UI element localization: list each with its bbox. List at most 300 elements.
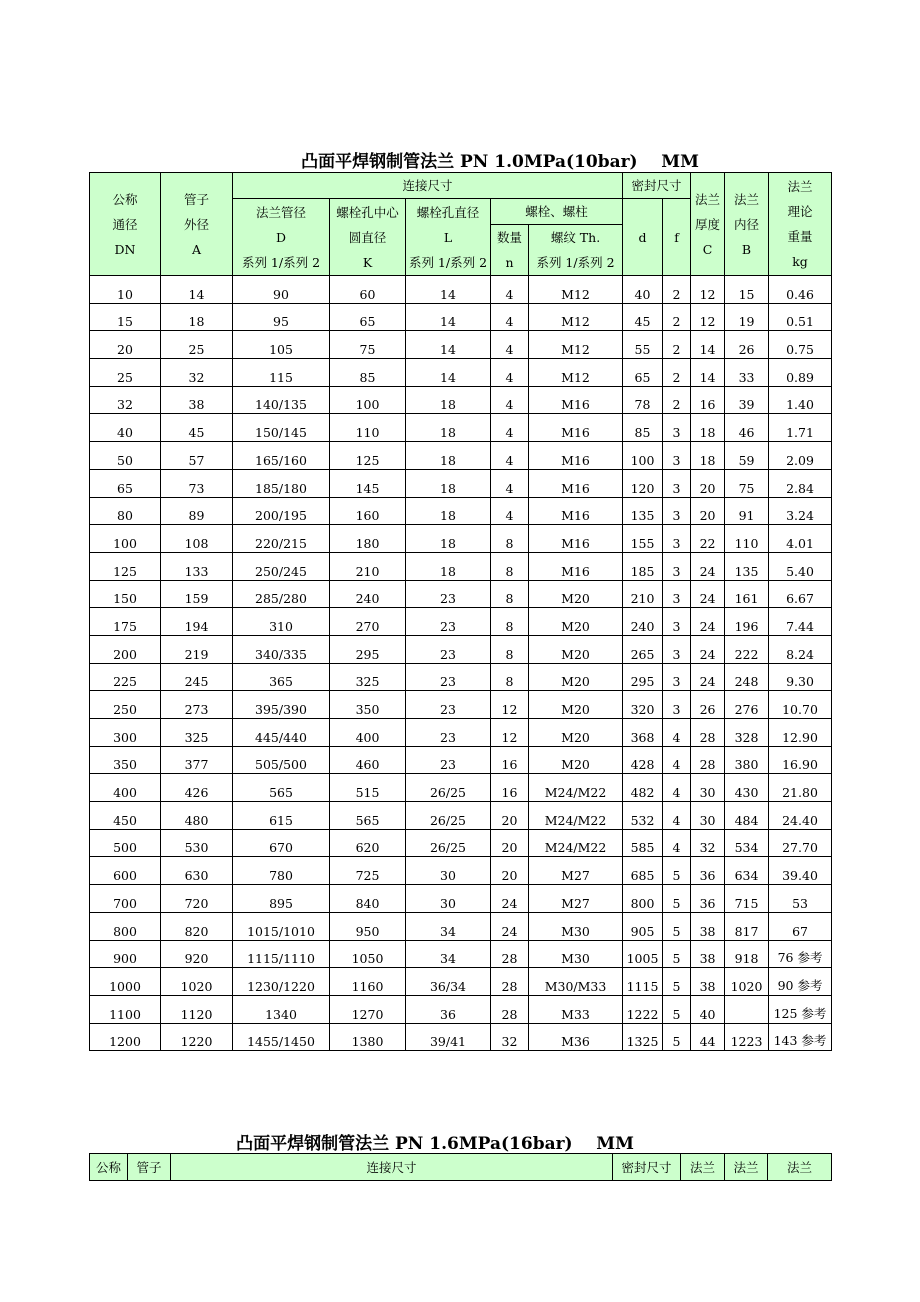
cell-d: 1115/1110 <box>233 940 330 968</box>
cell-c: 18 <box>691 414 725 442</box>
cell-b: 276 <box>725 691 769 719</box>
cell-c: 24 <box>691 663 725 691</box>
cell-k: 620 <box>330 829 406 857</box>
flange-table-pn16 <box>89 1153 832 1181</box>
cell-seal-d: 295 <box>623 663 663 691</box>
cell-k: 840 <box>330 885 406 913</box>
cell-weight: 9.30 <box>769 663 832 691</box>
cell-seal-f: 3 <box>663 663 691 691</box>
table-row <box>90 442 832 470</box>
cell-b: 15 <box>725 276 769 304</box>
table-row <box>90 469 832 497</box>
cell-seal-f: 5 <box>663 968 691 996</box>
cell-seal-f: 3 <box>663 580 691 608</box>
cell-weight: 2.09 <box>769 442 832 470</box>
cell-c: 12 <box>691 276 725 304</box>
cell-n: 4 <box>491 442 529 470</box>
cell-dn: 10 <box>90 276 161 304</box>
cell-weight: 1.71 <box>769 414 832 442</box>
header-seal: 密封尺寸 <box>613 1154 681 1181</box>
cell-thread: M16 <box>529 552 623 580</box>
cell-n: 4 <box>491 359 529 387</box>
cell-seal-f: 3 <box>663 469 691 497</box>
table-row <box>90 663 832 691</box>
cell-seal-f: 3 <box>663 552 691 580</box>
header-n: 数量 n <box>491 225 529 276</box>
cell-seal-d: 428 <box>623 746 663 774</box>
cell-c: 24 <box>691 580 725 608</box>
cell-d: 445/440 <box>233 719 330 747</box>
cell-d: 895 <box>233 885 330 913</box>
cell-a: 45 <box>161 414 233 442</box>
cell-dn: 25 <box>90 359 161 387</box>
cell-seal-d: 100 <box>623 442 663 470</box>
cell-c: 12 <box>691 303 725 331</box>
cell-k: 1380 <box>330 1023 406 1051</box>
cell-seal-d: 905 <box>623 912 663 940</box>
cell-seal-d: 85 <box>623 414 663 442</box>
cell-dn: 350 <box>90 746 161 774</box>
cell-weight: 125 参考 <box>769 995 832 1023</box>
cell-seal-f: 3 <box>663 691 691 719</box>
table-row <box>90 995 832 1023</box>
cell-thread: M16 <box>529 469 623 497</box>
header-flange-d: 法兰管径 D 系列 1/系列 2 <box>233 199 330 276</box>
table-row <box>90 1023 832 1051</box>
cell-seal-f: 3 <box>663 442 691 470</box>
table-row <box>90 802 832 830</box>
cell-n: 24 <box>491 885 529 913</box>
cell-n: 8 <box>491 635 529 663</box>
header-k: 螺栓孔中心 圆直径 K <box>330 199 406 276</box>
cell-b: 135 <box>725 552 769 580</box>
cell-dn: 900 <box>90 940 161 968</box>
cell-thread: M20 <box>529 635 623 663</box>
cell-l: 14 <box>406 276 491 304</box>
cell-k: 460 <box>330 746 406 774</box>
header-weight: 法兰 <box>768 1154 832 1181</box>
cell-l: 18 <box>406 414 491 442</box>
cell-k: 65 <box>330 303 406 331</box>
cell-weight: 4.01 <box>769 525 832 553</box>
table-row <box>90 608 832 636</box>
cell-d: 615 <box>233 802 330 830</box>
cell-c: 36 <box>691 857 725 885</box>
table-row <box>90 691 832 719</box>
cell-k: 210 <box>330 552 406 580</box>
cell-d: 395/390 <box>233 691 330 719</box>
cell-n: 4 <box>491 414 529 442</box>
header-bolt: 螺栓、螺柱 <box>491 199 623 225</box>
cell-d: 165/160 <box>233 442 330 470</box>
cell-d: 670 <box>233 829 330 857</box>
cell-thread: M20 <box>529 608 623 636</box>
cell-d: 150/145 <box>233 414 330 442</box>
cell-b: 1020 <box>725 968 769 996</box>
cell-weight: 90 参考 <box>769 968 832 996</box>
cell-a: 14 <box>161 276 233 304</box>
cell-dn: 700 <box>90 885 161 913</box>
cell-seal-d: 55 <box>623 331 663 359</box>
cell-seal-d: 120 <box>623 469 663 497</box>
table-row <box>90 968 832 996</box>
cell-a: 219 <box>161 635 233 663</box>
header-d: d <box>623 199 663 276</box>
cell-k: 565 <box>330 802 406 830</box>
header-dn: 公称 通径 DN <box>90 173 161 276</box>
cell-b: 46 <box>725 414 769 442</box>
cell-seal-f: 2 <box>663 331 691 359</box>
cell-thread: M24/M22 <box>529 774 623 802</box>
cell-d: 340/335 <box>233 635 330 663</box>
cell-seal-d: 265 <box>623 635 663 663</box>
cell-d: 1340 <box>233 995 330 1023</box>
cell-k: 1160 <box>330 968 406 996</box>
cell-c: 14 <box>691 359 725 387</box>
cell-seal-d: 65 <box>623 359 663 387</box>
flange-table-pn10 <box>89 172 832 1051</box>
cell-dn: 80 <box>90 497 161 525</box>
table1-title: 凸面平焊钢制管法兰 PN 1.0MPa(10bar) MM <box>301 152 699 172</box>
cell-b: 534 <box>725 829 769 857</box>
cell-weight: 1.40 <box>769 386 832 414</box>
cell-seal-f: 2 <box>663 303 691 331</box>
cell-b: 484 <box>725 802 769 830</box>
cell-n: 20 <box>491 857 529 885</box>
table-row <box>90 719 832 747</box>
header-seal: 密封尺寸 <box>623 173 691 199</box>
table-row <box>90 940 832 968</box>
cell-weight: 5.40 <box>769 552 832 580</box>
cell-dn: 65 <box>90 469 161 497</box>
cell-thread: M24/M22 <box>529 802 623 830</box>
cell-b: 26 <box>725 331 769 359</box>
cell-dn: 300 <box>90 719 161 747</box>
cell-c: 18 <box>691 442 725 470</box>
cell-seal-d: 45 <box>623 303 663 331</box>
table-row <box>90 525 832 553</box>
cell-d: 365 <box>233 663 330 691</box>
cell-a: 820 <box>161 912 233 940</box>
cell-dn: 200 <box>90 635 161 663</box>
header-l: 螺栓孔直径 L 系列 1/系列 2 <box>406 199 491 276</box>
cell-dn: 40 <box>90 414 161 442</box>
cell-seal-d: 800 <box>623 885 663 913</box>
cell-thread: M16 <box>529 442 623 470</box>
header-a: 管子 外径 A <box>161 173 233 276</box>
cell-dn: 450 <box>90 802 161 830</box>
cell-a: 38 <box>161 386 233 414</box>
header-b: 法兰 内径 B <box>725 173 769 276</box>
cell-thread: M30 <box>529 940 623 968</box>
cell-l: 34 <box>406 912 491 940</box>
header-dn: 公称 <box>90 1154 128 1181</box>
table-row <box>90 774 832 802</box>
cell-b: 817 <box>725 912 769 940</box>
cell-d: 95 <box>233 303 330 331</box>
cell-k: 240 <box>330 580 406 608</box>
cell-l: 23 <box>406 691 491 719</box>
cell-l: 23 <box>406 608 491 636</box>
cell-seal-f: 4 <box>663 829 691 857</box>
cell-thread: M12 <box>529 359 623 387</box>
cell-thread: M12 <box>529 331 623 359</box>
cell-weight: 0.51 <box>769 303 832 331</box>
cell-c: 30 <box>691 774 725 802</box>
cell-seal-f: 5 <box>663 912 691 940</box>
cell-weight: 0.75 <box>769 331 832 359</box>
cell-seal-d: 1222 <box>623 995 663 1023</box>
cell-l: 23 <box>406 746 491 774</box>
header-f: f <box>663 199 691 276</box>
cell-b: 91 <box>725 497 769 525</box>
cell-c: 22 <box>691 525 725 553</box>
cell-c: 38 <box>691 912 725 940</box>
cell-seal-d: 40 <box>623 276 663 304</box>
cell-a: 25 <box>161 331 233 359</box>
cell-weight: 7.44 <box>769 608 832 636</box>
cell-seal-f: 4 <box>663 719 691 747</box>
cell-k: 125 <box>330 442 406 470</box>
cell-dn: 225 <box>90 663 161 691</box>
cell-weight: 39.40 <box>769 857 832 885</box>
cell-b: 39 <box>725 386 769 414</box>
cell-dn: 32 <box>90 386 161 414</box>
cell-k: 950 <box>330 912 406 940</box>
cell-a: 1220 <box>161 1023 233 1051</box>
header-a: 管子 <box>128 1154 171 1181</box>
cell-l: 26/25 <box>406 829 491 857</box>
header-c: 法兰 <box>681 1154 725 1181</box>
cell-k: 180 <box>330 525 406 553</box>
cell-dn: 50 <box>90 442 161 470</box>
cell-weight: 12.90 <box>769 719 832 747</box>
table-row <box>90 635 832 663</box>
cell-dn: 100 <box>90 525 161 553</box>
cell-c: 20 <box>691 497 725 525</box>
cell-n: 8 <box>491 663 529 691</box>
cell-thread: M16 <box>529 386 623 414</box>
cell-n: 8 <box>491 608 529 636</box>
cell-k: 270 <box>330 608 406 636</box>
cell-dn: 400 <box>90 774 161 802</box>
cell-a: 159 <box>161 580 233 608</box>
table-row <box>90 303 832 331</box>
cell-n: 8 <box>491 552 529 580</box>
cell-a: 108 <box>161 525 233 553</box>
cell-n: 8 <box>491 580 529 608</box>
cell-dn: 125 <box>90 552 161 580</box>
cell-d: 780 <box>233 857 330 885</box>
cell-a: 57 <box>161 442 233 470</box>
cell-seal-f: 2 <box>663 276 691 304</box>
cell-c: 24 <box>691 608 725 636</box>
cell-b: 19 <box>725 303 769 331</box>
cell-n: 4 <box>491 386 529 414</box>
header-c: 法兰 厚度 C <box>691 173 725 276</box>
cell-b: 430 <box>725 774 769 802</box>
cell-l: 23 <box>406 635 491 663</box>
cell-l: 14 <box>406 331 491 359</box>
cell-k: 1270 <box>330 995 406 1023</box>
cell-weight: 10.70 <box>769 691 832 719</box>
cell-seal-f: 4 <box>663 802 691 830</box>
cell-weight: 53 <box>769 885 832 913</box>
cell-n: 4 <box>491 331 529 359</box>
cell-a: 32 <box>161 359 233 387</box>
cell-n: 24 <box>491 912 529 940</box>
cell-a: 245 <box>161 663 233 691</box>
cell-thread: M24/M22 <box>529 829 623 857</box>
cell-seal-d: 135 <box>623 497 663 525</box>
cell-thread: M20 <box>529 580 623 608</box>
cell-d: 310 <box>233 608 330 636</box>
cell-k: 160 <box>330 497 406 525</box>
cell-n: 16 <box>491 746 529 774</box>
cell-a: 530 <box>161 829 233 857</box>
cell-b: 380 <box>725 746 769 774</box>
cell-seal-d: 78 <box>623 386 663 414</box>
cell-b: 715 <box>725 885 769 913</box>
cell-a: 480 <box>161 802 233 830</box>
cell-l: 26/25 <box>406 802 491 830</box>
cell-b: 248 <box>725 663 769 691</box>
cell-dn: 175 <box>90 608 161 636</box>
cell-a: 273 <box>161 691 233 719</box>
cell-l: 30 <box>406 885 491 913</box>
cell-a: 1120 <box>161 995 233 1023</box>
cell-d: 105 <box>233 331 330 359</box>
cell-thread: M20 <box>529 663 623 691</box>
cell-n: 8 <box>491 525 529 553</box>
cell-l: 23 <box>406 580 491 608</box>
cell-b: 33 <box>725 359 769 387</box>
table-row <box>90 857 832 885</box>
cell-b: 161 <box>725 580 769 608</box>
table-row <box>90 746 832 774</box>
cell-weight: 6.67 <box>769 580 832 608</box>
cell-a: 133 <box>161 552 233 580</box>
cell-a: 377 <box>161 746 233 774</box>
cell-a: 325 <box>161 719 233 747</box>
cell-b: 196 <box>725 608 769 636</box>
header-weight: 法兰 理论 重量 kg <box>769 173 832 276</box>
cell-b: 918 <box>725 940 769 968</box>
cell-n: 28 <box>491 940 529 968</box>
cell-l: 18 <box>406 552 491 580</box>
cell-seal-d: 482 <box>623 774 663 802</box>
cell-seal-d: 685 <box>623 857 663 885</box>
cell-n: 4 <box>491 303 529 331</box>
cell-c: 16 <box>691 386 725 414</box>
table2-title: 凸面平焊钢制管法兰 PN 1.6MPa(16bar) MM <box>236 1134 634 1154</box>
cell-d: 1230/1220 <box>233 968 330 996</box>
cell-thread: M30 <box>529 912 623 940</box>
cell-thread: M16 <box>529 414 623 442</box>
cell-d: 200/195 <box>233 497 330 525</box>
cell-d: 250/245 <box>233 552 330 580</box>
table-row <box>90 331 832 359</box>
cell-seal-d: 585 <box>623 829 663 857</box>
cell-weight: 24.40 <box>769 802 832 830</box>
header-connection: 连接尺寸 <box>233 173 623 199</box>
cell-l: 14 <box>406 359 491 387</box>
cell-d: 565 <box>233 774 330 802</box>
cell-d: 90 <box>233 276 330 304</box>
cell-weight: 76 参考 <box>769 940 832 968</box>
cell-weight: 16.90 <box>769 746 832 774</box>
cell-weight: 67 <box>769 912 832 940</box>
cell-k: 145 <box>330 469 406 497</box>
table-row <box>90 829 832 857</box>
cell-c: 24 <box>691 552 725 580</box>
cell-seal-d: 1005 <box>623 940 663 968</box>
cell-n: 4 <box>491 497 529 525</box>
table-row <box>90 414 832 442</box>
cell-c: 14 <box>691 331 725 359</box>
cell-c: 38 <box>691 968 725 996</box>
cell-l: 14 <box>406 303 491 331</box>
header-b: 法兰 <box>725 1154 768 1181</box>
table-row <box>90 497 832 525</box>
header-thread: 螺纹 Th. 系列 1/系列 2 <box>529 225 623 276</box>
cell-a: 630 <box>161 857 233 885</box>
cell-c: 44 <box>691 1023 725 1051</box>
cell-weight: 2.84 <box>769 469 832 497</box>
cell-n: 28 <box>491 968 529 996</box>
cell-seal-d: 155 <box>623 525 663 553</box>
cell-k: 350 <box>330 691 406 719</box>
cell-k: 110 <box>330 414 406 442</box>
table-body <box>90 276 832 1051</box>
table-header <box>90 173 832 276</box>
cell-k: 325 <box>330 663 406 691</box>
cell-n: 20 <box>491 802 529 830</box>
cell-k: 1050 <box>330 940 406 968</box>
cell-l: 18 <box>406 386 491 414</box>
cell-a: 73 <box>161 469 233 497</box>
cell-seal-f: 2 <box>663 359 691 387</box>
cell-thread: M36 <box>529 1023 623 1051</box>
cell-thread: M27 <box>529 857 623 885</box>
cell-d: 115 <box>233 359 330 387</box>
cell-n: 16 <box>491 774 529 802</box>
cell-weight: 21.80 <box>769 774 832 802</box>
cell-dn: 1100 <box>90 995 161 1023</box>
cell-seal-f: 5 <box>663 1023 691 1051</box>
cell-d: 185/180 <box>233 469 330 497</box>
cell-a: 1020 <box>161 968 233 996</box>
cell-b: 328 <box>725 719 769 747</box>
cell-k: 295 <box>330 635 406 663</box>
table-row <box>90 885 832 913</box>
cell-thread: M20 <box>529 746 623 774</box>
cell-seal-d: 185 <box>623 552 663 580</box>
cell-thread: M16 <box>529 497 623 525</box>
cell-l: 36/34 <box>406 968 491 996</box>
cell-l: 18 <box>406 525 491 553</box>
cell-b: 59 <box>725 442 769 470</box>
cell-weight: 0.89 <box>769 359 832 387</box>
cell-d: 285/280 <box>233 580 330 608</box>
cell-l: 18 <box>406 497 491 525</box>
cell-weight: 27.70 <box>769 829 832 857</box>
cell-c: 26 <box>691 691 725 719</box>
cell-seal-f: 5 <box>663 857 691 885</box>
cell-l: 30 <box>406 857 491 885</box>
cell-c: 38 <box>691 940 725 968</box>
table-row <box>90 276 832 304</box>
